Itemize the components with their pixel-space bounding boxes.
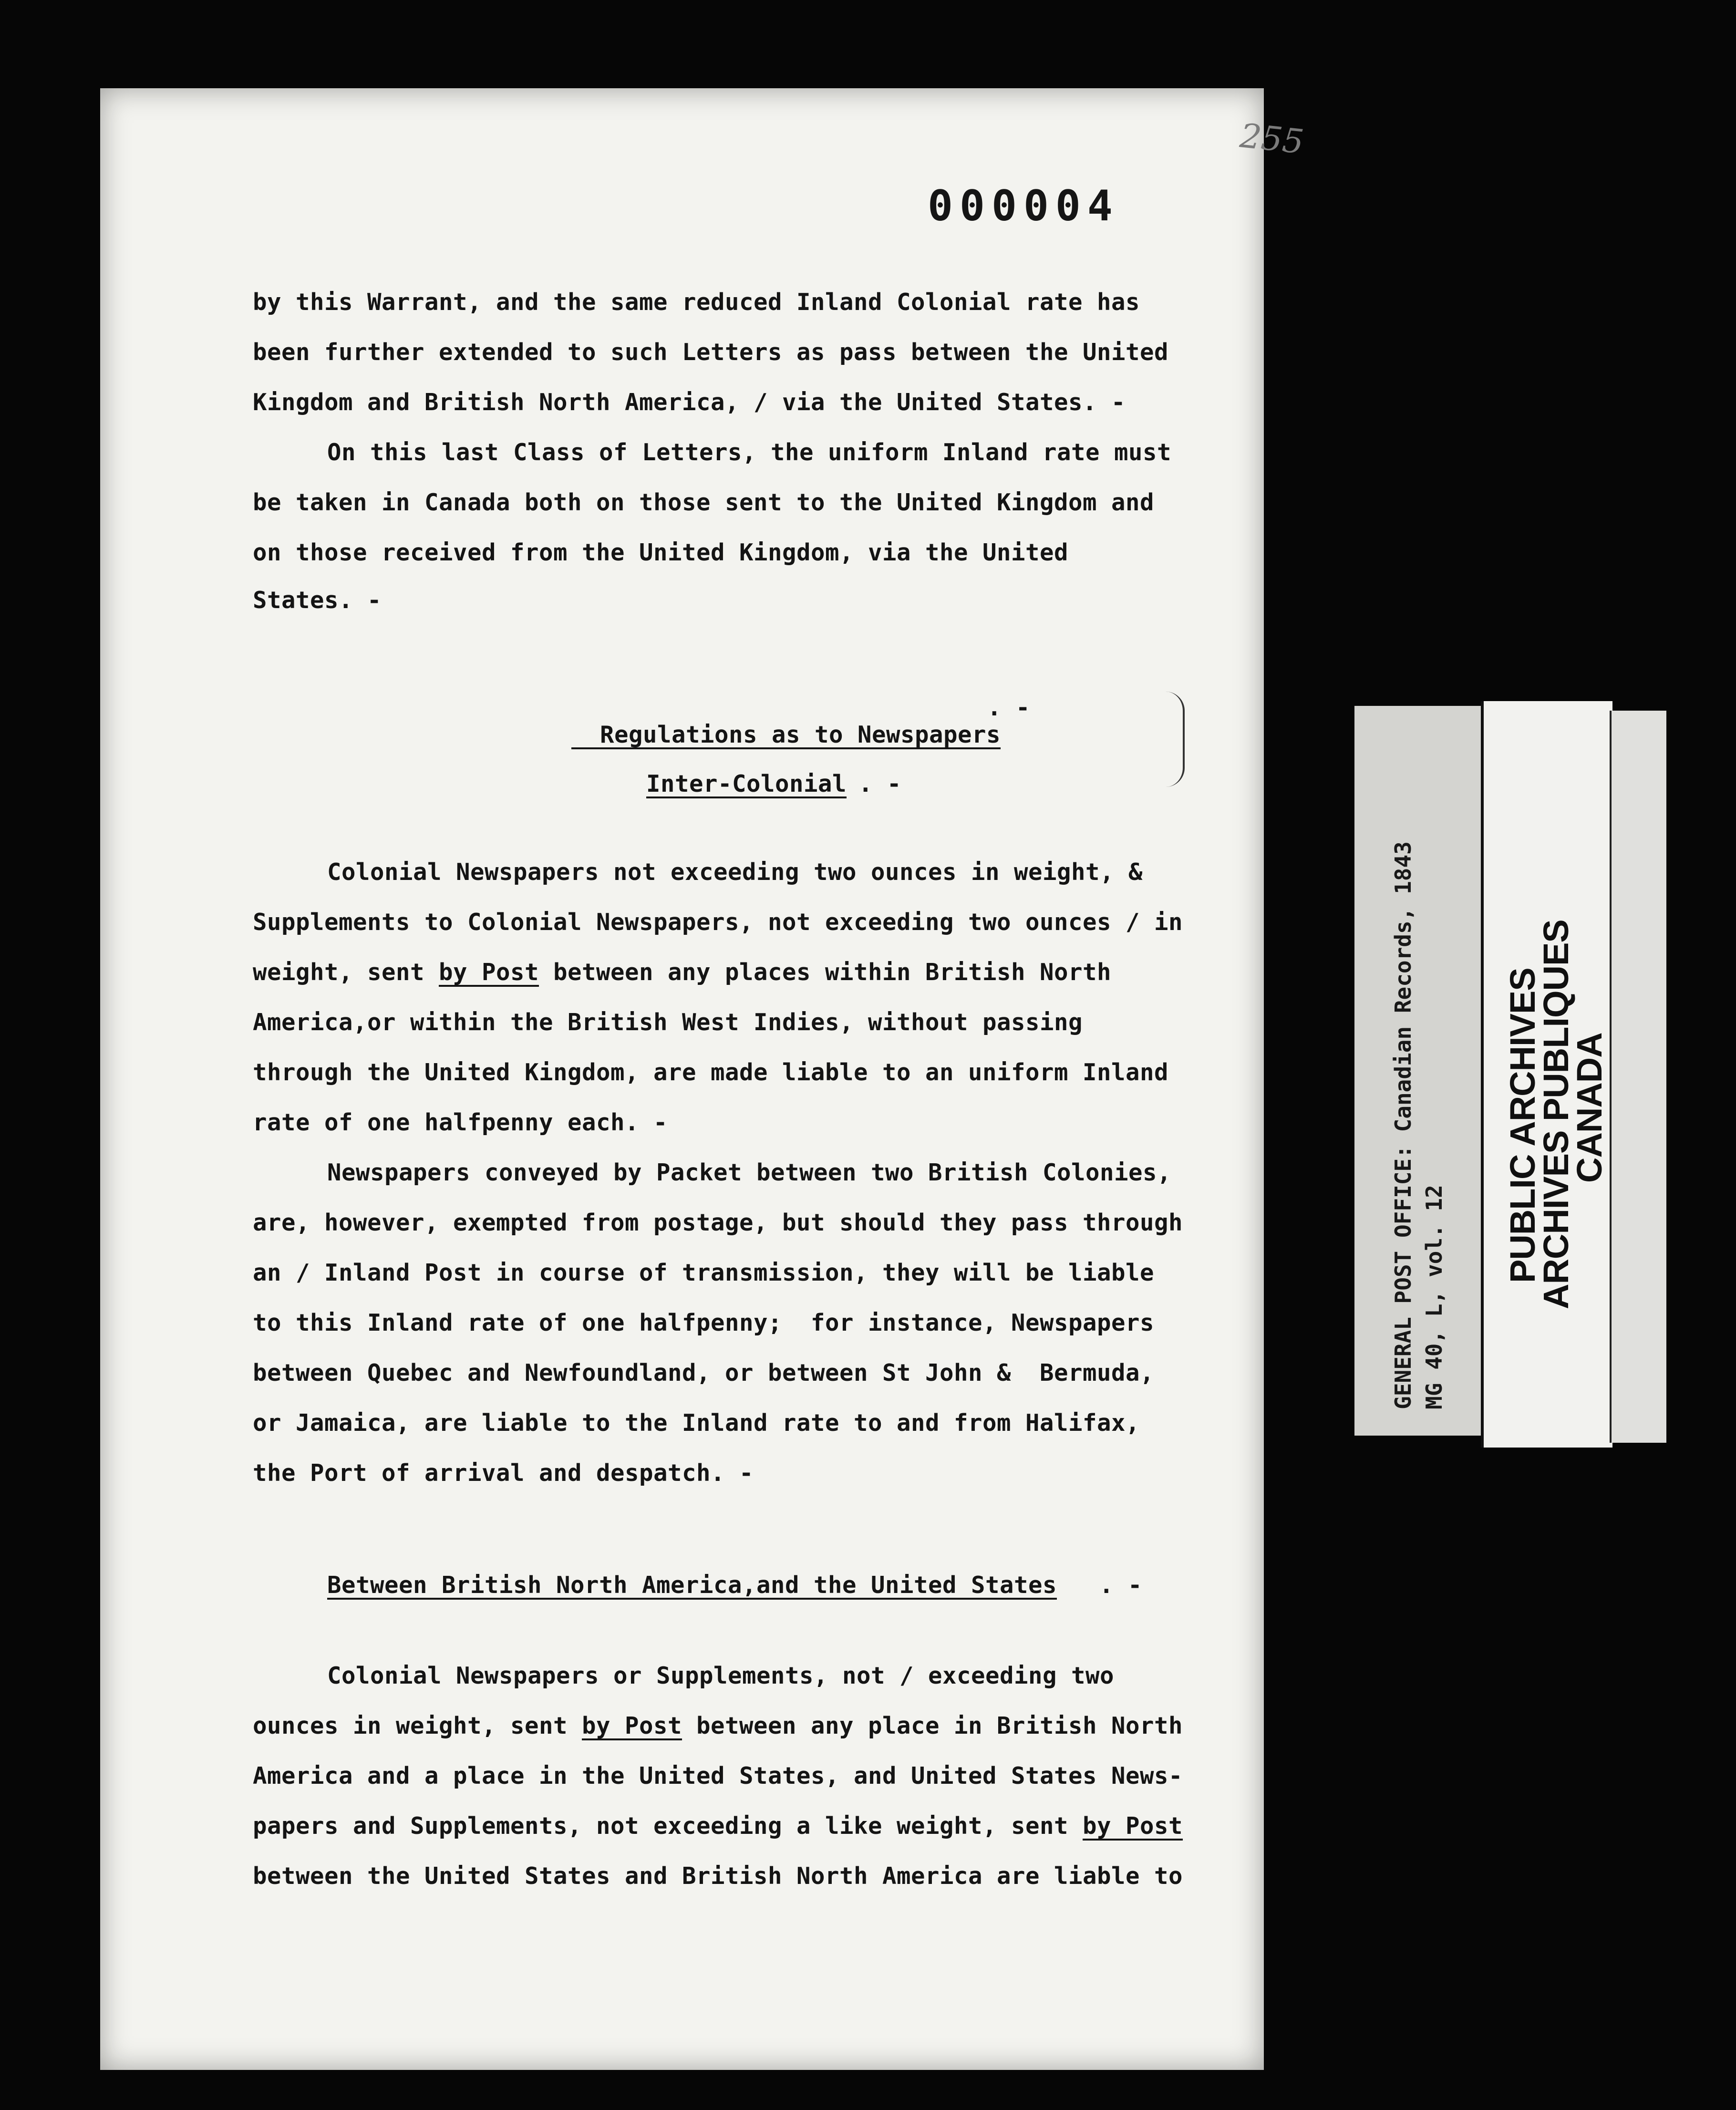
text-line: are, however, exempted from postage, but should they pass through — [253, 1209, 1183, 1236]
text-line: weight, sent by Post between any places within British North — [253, 959, 1112, 986]
text-line: an / Inland Post in course of transmission, they will be liable — [253, 1259, 1155, 1286]
text-line: rate of one halfpenny each. - — [253, 1109, 668, 1136]
text-line: been further extended to such Letters as pass between the United — [253, 339, 1169, 366]
text-line: papers and Supplements, not exceeding a like weight, sent by Post — [253, 1812, 1183, 1840]
archive-stamp-line-2: ARCHIVES PUBLIQUES — [1536, 920, 1576, 1309]
text-line: between the United States and British North America are liable to — [253, 1862, 1183, 1890]
heading-newspapers: Regulations as to Newspapers — [600, 721, 1001, 748]
margin-bracket-mark — [1164, 692, 1185, 787]
archive-volume-line: MG 40, L, vol. 12 — [1421, 1185, 1447, 1409]
text-line: ounces in weight, sent by Post between any place in British North — [253, 1712, 1183, 1739]
text-line: Colonial Newspapers not exceeding two ounces in weight, & — [327, 858, 1143, 886]
text-line: States. - — [253, 587, 382, 614]
heading-inter-colonial: Inter-Colonial — [646, 770, 847, 797]
text-line: on those received from the United Kingdom, via the United — [253, 539, 1069, 566]
archive-record-line: GENERAL POST OFFICE: Canadian Records, 1843 — [1390, 841, 1416, 1409]
text-line: On this last Class of Letters, the uniform Inland rate must — [327, 439, 1172, 466]
text-line: the Port of arrival and despatch. - — [253, 1459, 754, 1487]
text-line: through the United Kingdom, are made liable to an uniform Inland — [253, 1059, 1169, 1086]
text-line: be taken in Canada both on those sent to the United Kingdom and — [253, 489, 1155, 516]
text-line: or Jamaica, are liable to the Inland rate to and from Halifax, — [253, 1409, 1140, 1437]
text-line: America,or within the British West Indies, without passing — [253, 1009, 1083, 1036]
text-line: by this Warrant, and the same reduced Inland Colonial rate has — [253, 289, 1140, 316]
text-line: to this Inland rate of one halfpenny; for instance, Newspapers — [253, 1309, 1155, 1336]
text-line: Colonial Newspapers or Supplements, not / exceeding two — [327, 1662, 1115, 1689]
text-line: Newspapers conveyed by Packet between two British Colonies, — [327, 1159, 1172, 1186]
handwritten-page-number: 255 — [1238, 116, 1306, 162]
heading-bna-us-tail: . - — [1099, 1572, 1143, 1599]
archive-label-edge — [1610, 711, 1666, 1443]
text-line: between Quebec and Newfoundland, or between St John & Bermuda, — [253, 1359, 1155, 1386]
archive-stamp-line-1: PUBLIC ARCHIVES — [1503, 968, 1542, 1283]
heading-newspapers-tail: . - — [987, 694, 1031, 721]
text-line: Supplements to Colonial Newspapers, not exceeding two ounces / in — [253, 909, 1183, 936]
text-line: America and a place in the United States, and United States News- — [253, 1762, 1183, 1789]
archive-label-strip — [1354, 706, 1481, 1436]
text-line: Kingdom and British North America, / via the United States. - — [253, 389, 1126, 416]
archive-stamp-line-3: CANADA — [1570, 1033, 1609, 1183]
heading-bna-us: Between British North America,and the United States — [327, 1572, 1057, 1599]
heading-inter-colonial-tail: . - — [858, 770, 902, 797]
frame-number: 000004 — [928, 181, 1119, 230]
